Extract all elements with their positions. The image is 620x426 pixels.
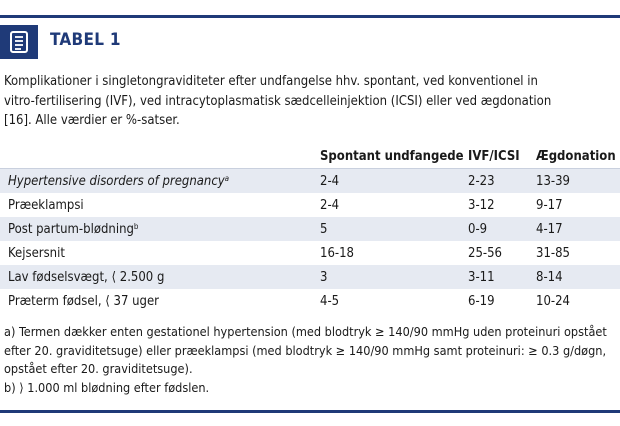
- table-row: [0, 169, 620, 194]
- row-label: Lav fødselsvægt, ⟨ 2.500 g: [0, 265, 320, 289]
- footnote-a-line: opstået efter 20. graviditetsuge).: [4, 361, 193, 376]
- cell-ivf: 6-19: [468, 293, 495, 309]
- caption-line: [16]. Alle værdier er %-satser.: [4, 113, 180, 128]
- footnote-a-line: efter 20. graviditetsuge) eller præeklampsi (med blodtryk ≥ 140/90 mmHg samt proteinuri: ≥ 0.3 g/døgn,: [4, 342, 607, 358]
- table-header: [0, 25, 620, 59]
- row-label: Præeklampsi: [8, 197, 84, 213]
- header-cell-ivf: IVF/ICSI: [468, 144, 536, 169]
- cell-ivf: 3-12: [468, 197, 495, 213]
- cell-egg-donation: 8-14: [536, 265, 620, 289]
- caption-line: Komplikationer i singletongraviditeter efter undfangelse hhv. spontant, ved konventionel in: [4, 74, 538, 89]
- cell-spontaneous: 2-4: [320, 197, 340, 213]
- table-caption: [4, 72, 616, 131]
- table-row: [0, 217, 620, 241]
- cell-ivf: 0-9: [468, 217, 536, 241]
- caption-line: vitro-fertilisering (IVF), ved intracytoplasmatisk sædcelleinjektion (ICSI) eller ved ægdonation: [4, 93, 552, 109]
- cell-spontaneous: 5: [320, 217, 468, 241]
- header-cell-label: [0, 144, 320, 169]
- table-row: [0, 193, 620, 217]
- table-header-row: [0, 144, 620, 169]
- cell-spontaneous: 3: [320, 265, 468, 289]
- cell-egg-donation: 9-17: [536, 197, 563, 213]
- cell-egg-donation: 13-39: [536, 169, 620, 194]
- data-table: [0, 144, 620, 313]
- top-rule: [0, 15, 620, 18]
- cell-egg-donation: 31-85: [536, 245, 570, 261]
- cell-ivf: 25-56: [468, 245, 502, 261]
- document-list-icon: [0, 25, 38, 59]
- row-label: Post partum-blødning$^b$: [0, 217, 320, 241]
- header-cell-spontaneous: Spontant undfangede: [320, 144, 468, 169]
- cell-spontaneous: 16-18: [320, 245, 354, 261]
- row-label: Præterm fødsel, ⟨ 37 uger: [8, 293, 159, 309]
- cell-spontaneous: 4-5: [320, 293, 340, 309]
- cell-ivf: 2-23: [468, 169, 536, 194]
- header-cell-egg-donation: Ægdonation: [536, 144, 620, 169]
- bottom-rule: [0, 410, 620, 413]
- cell-egg-donation: 4-17: [536, 217, 620, 241]
- row-label: Kejsersnit: [8, 245, 65, 261]
- table-row: [0, 265, 620, 289]
- footnote-b: b) ⟩ 1.000 ml blødning efter fødslen.: [4, 379, 210, 395]
- table-title: TABEL 1: [50, 30, 121, 50]
- table-row: [0, 241, 620, 265]
- table-row: [0, 289, 620, 313]
- cell-egg-donation: 10-24: [536, 293, 570, 309]
- cell-spontaneous: 2-4: [320, 169, 468, 194]
- footnote-a-line: a) Termen dækker enten gestationel hypertension (med blodtryk ≥ 140/90 mmHg uden proteinuri opstået: [4, 324, 607, 339]
- cell-ivf: 3-11: [468, 265, 536, 289]
- footnotes: [4, 323, 616, 397]
- row-label: Hypertensive disorders of pregnancy$^a$: [0, 169, 320, 194]
